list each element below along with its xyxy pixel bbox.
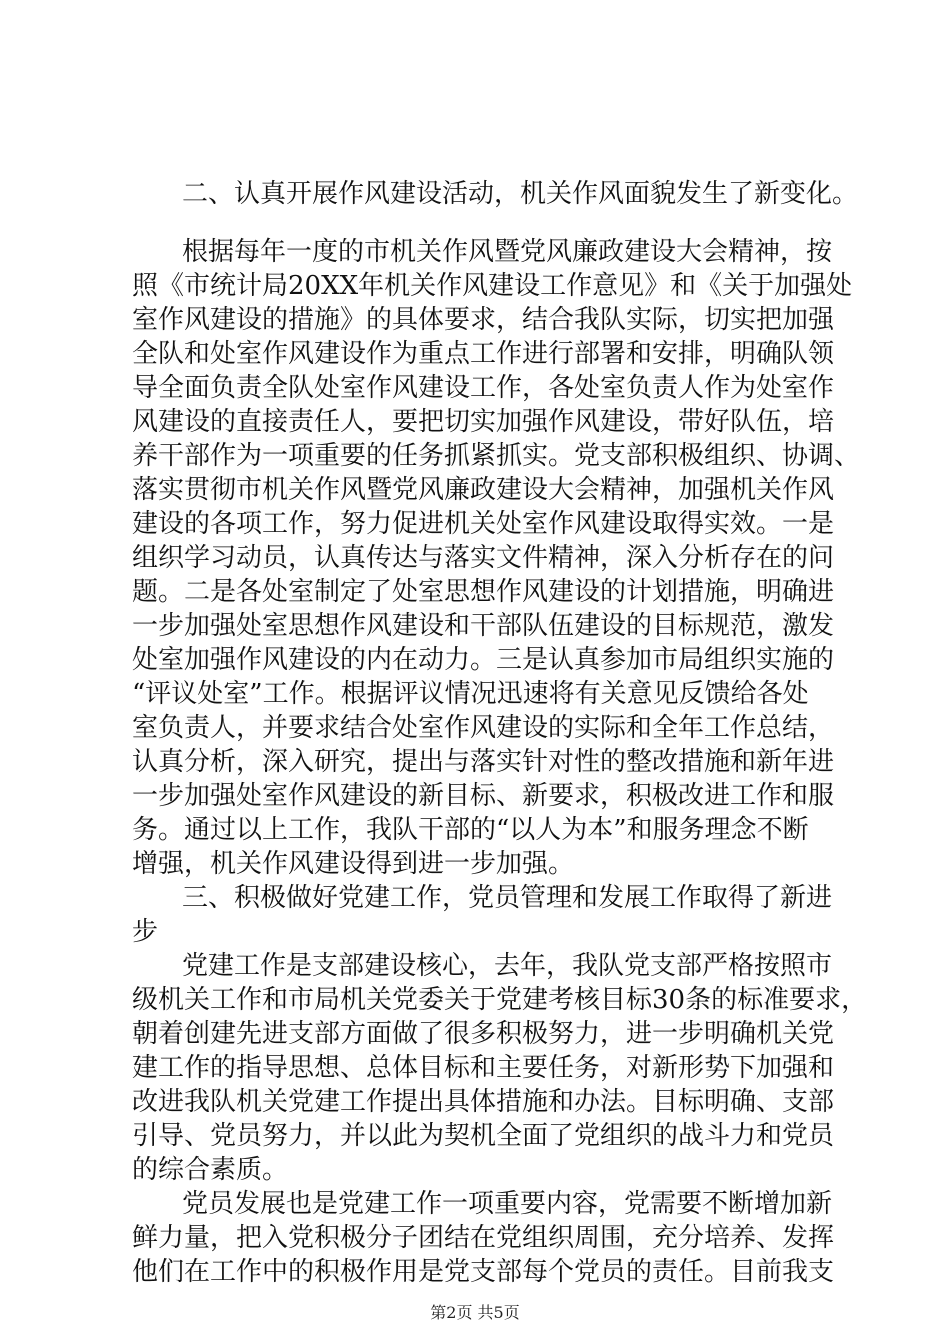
page-number: 第2页 共5页 bbox=[430, 1303, 520, 1322]
paragraph-line: 处室加强作风建设的内在动力。三是认真参加市局组织实施的 bbox=[132, 645, 835, 675]
paragraph-line: 风建设的直接责任人，要把切实加强作风建设，带好队伍，培 bbox=[132, 407, 835, 437]
paragraph-line: 党建工作是支部建设核心，去年，我队党支部严格按照市 bbox=[182, 951, 833, 981]
paragraph-line: 引导、党员努力，并以此为契机全面了党组织的战斗力和党员 bbox=[132, 1121, 835, 1151]
section-heading-2: 二、认真开展作风建设活动，机关作风面貌发生了新变化。 bbox=[182, 179, 859, 209]
paragraph-line: 落实贯彻市机关作风暨党风廉政建设大会精神，加强机关作风 bbox=[132, 475, 835, 505]
section-heading-3-cont: 步 bbox=[132, 917, 159, 947]
paragraph-line: 导全面负责全队处室作风建设工作，各处室负责人作为处室作 bbox=[132, 373, 835, 403]
paragraph-line: 党员发展也是党建工作一项重要内容，党需要不断增加新 bbox=[182, 1189, 833, 1219]
paragraph-line: 室负责人，并要求结合处室作风建设的实际和全年工作总结， bbox=[132, 713, 835, 743]
paragraph-line: 根据每年一度的市机关作风暨党风廉政建设大会精神，按 bbox=[182, 237, 833, 267]
paragraph-line: 组织学习动员，认真传达与落实文件精神，深入分析存在的问 bbox=[132, 543, 835, 573]
paragraph-line: 级机关工作和市局机关党委关于党建考核目标30条的标准要求， bbox=[132, 985, 868, 1015]
paragraph-line: 室作风建设的措施》的具体要求，结合我队实际，切实把加强 bbox=[132, 305, 835, 335]
paragraph-line: 建设的各项工作，努力促进机关处室作风建设取得实效。一是 bbox=[132, 509, 835, 539]
paragraph-line: 一步加强处室作风建设的新目标、新要求，积极改进工作和服 bbox=[132, 781, 835, 811]
paragraph-line: 建工作的指导思想、总体目标和主要任务，对新形势下加强和 bbox=[132, 1053, 835, 1083]
paragraph-line: 改进我队机关党建工作提出具体措施和办法。目标明确、支部 bbox=[132, 1087, 835, 1117]
paragraph-line: 一步加强处室思想作风建设和干部队伍建设的目标规范，激发 bbox=[132, 611, 835, 641]
paragraph-line: 认真分析，深入研究，提出与落实针对性的整改措施和新年进 bbox=[132, 747, 835, 777]
paragraph-line: 朝着创建先进支部方面做了很多积极努力，进一步明确机关党 bbox=[132, 1019, 835, 1049]
paragraph-line: 全队和处室作风建设作为重点工作进行部署和安排，明确队领 bbox=[132, 339, 835, 369]
paragraph-line: 增强，机关作风建设得到进一步加强。 bbox=[132, 849, 575, 879]
section-heading-3: 三、积极做好党建工作，党员管理和发展工作取得了新进 bbox=[182, 883, 833, 913]
paragraph-line: 照《市统计局20XX年机关作风建设工作意见》和《关于加强处 bbox=[132, 271, 853, 301]
paragraph-line: 的综合素质。 bbox=[132, 1155, 289, 1185]
paragraph-line: 题。二是各处室制定了处室思想作风建设的计划措施，明确进 bbox=[132, 577, 835, 607]
paragraph-line: 务。通过以上工作，我队干部的“以人为本”和服务理念不断 bbox=[132, 815, 809, 845]
paragraph-line: 养干部作为一项重要的任务抓紧抓实。党支部积极组织、协调、 bbox=[132, 441, 861, 471]
paragraph-line: 他们在工作中的积极作用是党支部每个党员的责任。目前我支 bbox=[132, 1257, 835, 1287]
paragraph-line: “评议处室”工作。根据评议情况迅速将有关意见反馈给各处 bbox=[132, 679, 809, 709]
paragraph-line: 鲜力量，把入党积极分子团结在党组织周围，充分培养、发挥 bbox=[132, 1223, 835, 1253]
